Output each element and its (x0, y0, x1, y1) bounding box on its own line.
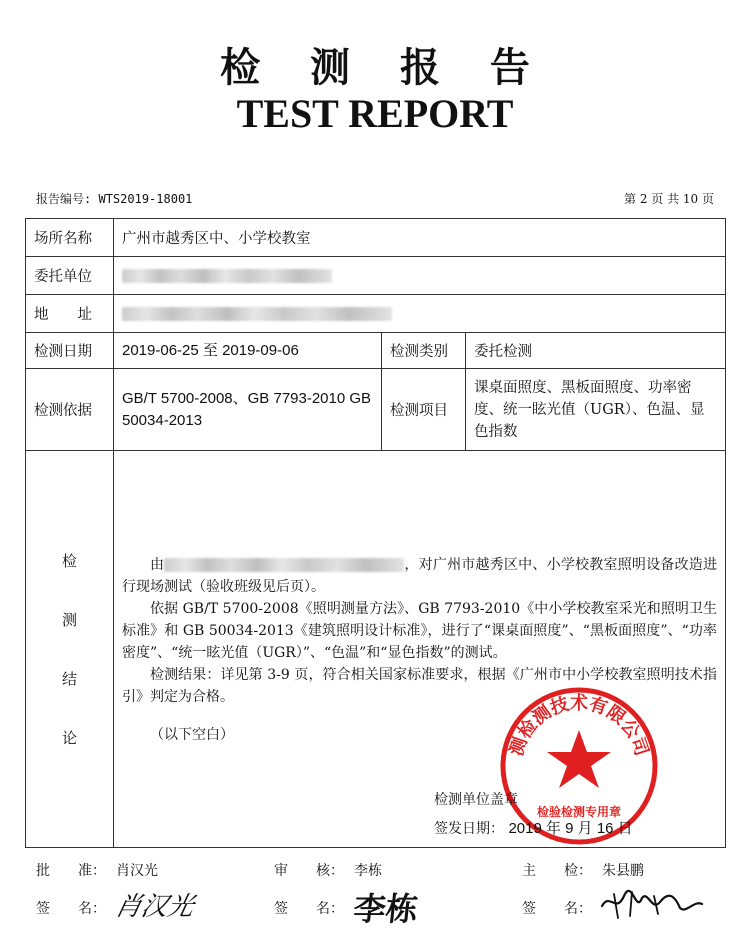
issue-date-value: 2019 年 9 月 16 日 (508, 820, 633, 837)
conclusion-paragraph-2: 依据 GB/T 5700-2008《照明测量方法》、GB 7793-2010《中小学校教室采光和照明卫生标准》和 GB 50034-2013《建筑照明设计标准》，进行了“课桌面照度”、“黑板面照度”、“功率密度”、“统一眩光值（UGR）”、“色温”和“显色指数”的测试。 (122, 601, 717, 661)
blank-note: （以下空白） (150, 727, 234, 743)
check-name: 朱县鹏 (602, 863, 644, 879)
review-sign-label: 签 名： (274, 901, 344, 917)
row-conclusion (26, 451, 726, 848)
approve-label: 批 准： (36, 863, 106, 879)
issue-date-line (434, 817, 633, 838)
row-address (26, 295, 726, 333)
date-value: 2019-06-25 至 2019-09-06 (114, 333, 382, 369)
address-value-redacted (114, 295, 726, 333)
basis-value: GB/T 5700-2008、GB 7793-2010 GB 50034-2013 (114, 369, 382, 451)
seal-ring-text: 测检测技术有限公司 (506, 692, 652, 759)
conclusion-p1-start: 由 (150, 557, 165, 573)
review-signature: 李栋 (351, 890, 420, 928)
testing-unit-seal-label: 检测单位盖章 (434, 792, 518, 808)
row-client (26, 257, 726, 295)
conclusion-char: 测 (61, 611, 77, 629)
check-signature (596, 884, 706, 924)
row-site (26, 219, 726, 257)
redacted-blur (164, 558, 404, 572)
check-sign-label: 签 名： (522, 901, 592, 917)
approve-signature: 肖汉光 (112, 892, 197, 922)
review-name: 李栋 (354, 863, 382, 879)
report-title-en: TEST REPORT (236, 91, 514, 136)
report-number (36, 190, 192, 207)
date-label: 检测日期 (26, 333, 114, 369)
site-label: 场所名称 (26, 219, 114, 257)
row-basis (26, 369, 726, 451)
client-value-redacted (114, 257, 726, 295)
address-label: 地 址 (26, 295, 114, 333)
conclusion-char: 结 (61, 670, 77, 688)
items-value: 课桌面照度、黑板面照度、功率密度、统一眩光值（UGR）、色温、显色指数 (466, 369, 726, 451)
conclusion-char: 论 (61, 729, 77, 747)
conclusion-paragraph-3: 检测结果：详见第 3-9 页，符合相关国家标准要求，根据《广州市中小学校教室照明技术指引》判定为合格。 (122, 667, 717, 705)
conclusion-body (114, 451, 726, 848)
page-info: 第 2 页 共 10 页 (624, 192, 714, 206)
seal-star-icon (547, 730, 611, 788)
redacted-blur (122, 307, 392, 321)
client-label: 委托单位 (26, 257, 114, 295)
report-number-label: 报告编号: (36, 192, 92, 206)
conclusion-char: 检 (61, 552, 77, 570)
issue-date-label: 签发日期： (434, 821, 504, 837)
type-value: 委托检测 (466, 333, 726, 369)
conclusion-label (26, 451, 114, 848)
row-date (26, 333, 726, 369)
report-number-value: WTS2019-18001 (98, 192, 193, 206)
report-table (25, 218, 726, 848)
report-title-cn: 检 测 报 告 (220, 44, 548, 91)
check-label: 主 检： (522, 863, 592, 879)
items-label: 检测项目 (382, 369, 466, 451)
basis-label: 检测依据 (26, 369, 114, 451)
redacted-blur (122, 269, 332, 283)
site-value: 广州市越秀区中、小学校教室 (114, 219, 726, 257)
review-label: 审 核： (274, 863, 344, 879)
approve-name: 肖汉光 (116, 863, 158, 879)
approve-sign-label: 签 名： (36, 901, 106, 917)
seal-inner-text: 检验检测专用章 (536, 805, 622, 819)
conclusion-paragraph-1 (122, 554, 717, 598)
type-label: 检测类别 (382, 333, 466, 369)
conclusion-p1-end: ，对广州市越秀区中、小学校教室照明设备改造进行现场测试（验收班级见后页）。 (122, 557, 718, 595)
